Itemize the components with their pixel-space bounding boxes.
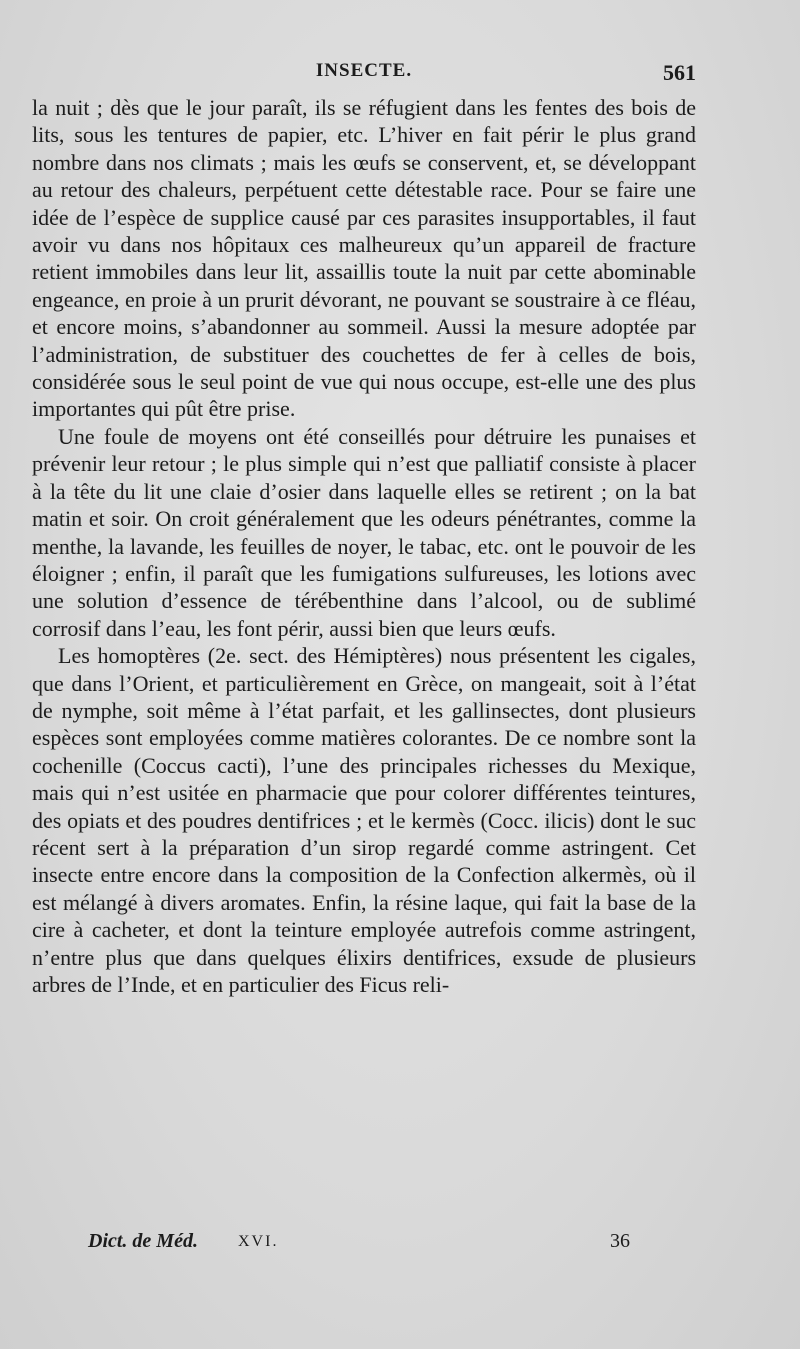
footer-volume: XVI. [238,1233,279,1250]
footer-signature: 36 [610,1230,630,1252]
paragraph-3: Les homoptères (2e. sect. des Hémiptères) nous présentent les cigales, que dans l’Orient, et particulièrement en Grèce, on mangeait, soit à l’état de nymphe, soit même à l’état parfait, et les gallinsectes, dont plusieurs espèces sont employées comme matières colorantes. De ce nombre sont la cochenille (Coccus cacti), l’une des principales richesses du Mexique, mais qui n’est usitée en pharmacie que pour colorer différentes teintures, des opiats et des poudres dentifrices ; et le kermès (Cocc. ilicis) dont le suc récent sert à la préparation d’un sirop regardé comme astringent. Cet insecte entre encore dans la composition de la Confection alkermès, où il est mélangé à divers aromates. Enfin, la résine laque, qui fait la base de la cire à cacheter, et dont la teinture employée autrefois comme astringent, n’entre plus que dans quelques élixirs dentifrices, exsude de plusieurs arbres de l’Inde, et en particulier des Ficus reli- [32,643,696,997]
footer-book-title: Dict. de Méd. [88,1230,198,1252]
page-number: 561 [663,60,696,85]
running-head [32,60,696,96]
paragraph-2: Une foule de moyens ont été conseillés pour détruire les punaises et prévenir leur retour ; le plus simple qui n’est que palliatif consiste à placer à la tête du lit une claie d’osier dans laquelle elles se retirent ; on la bat matin et soir. On croit généralement que les odeurs pénétrantes, comme la menthe, la lavande, les feuilles de noyer, le tabac, etc. ont le pouvoir de les éloigner ; enfin, il paraît que les fumigations sulfureuses, les lotions avec une solution d’essence de térébenthine dans l’alcool, ou de sublimé corrosif dans l’eau, les font périr, aussi bien que leurs œufs. [32,423,696,641]
body-text [32,94,696,998]
paragraph-1: la nuit ; dès que le jour paraît, ils se réfugient dans les fentes des bois de lits, sous les tentures de papier, etc. L’hiver en fait périr le plus grand nombre dans nos climats ; mais les œufs se conservent, et, se développant au retour des chaleurs, perpétuent cette détestable race. Pour se faire une idée de l’espèce de supplice causé par ces parasites insupportables, il faut avoir vu dans nos hôpitaux ces malheureux qu’un appareil de fracture retient immobiles dans leur lit, assaillis toute la nuit par cette abominable engeance, en proie à un prurit dévorant, ne pouvant se soustraire à ce fléau, et encore moins, s’abandonner au sommeil. Aussi la mesure adoptée par l’administration, de substituer des couchettes de fer à celles de bois, considérée sous le seul point de vue qui nous occupe, est-elle une des plus importantes qui pût être prise. [32,95,696,422]
running-title: INSECTE. [315,60,413,81]
page-footer [88,1230,630,1260]
